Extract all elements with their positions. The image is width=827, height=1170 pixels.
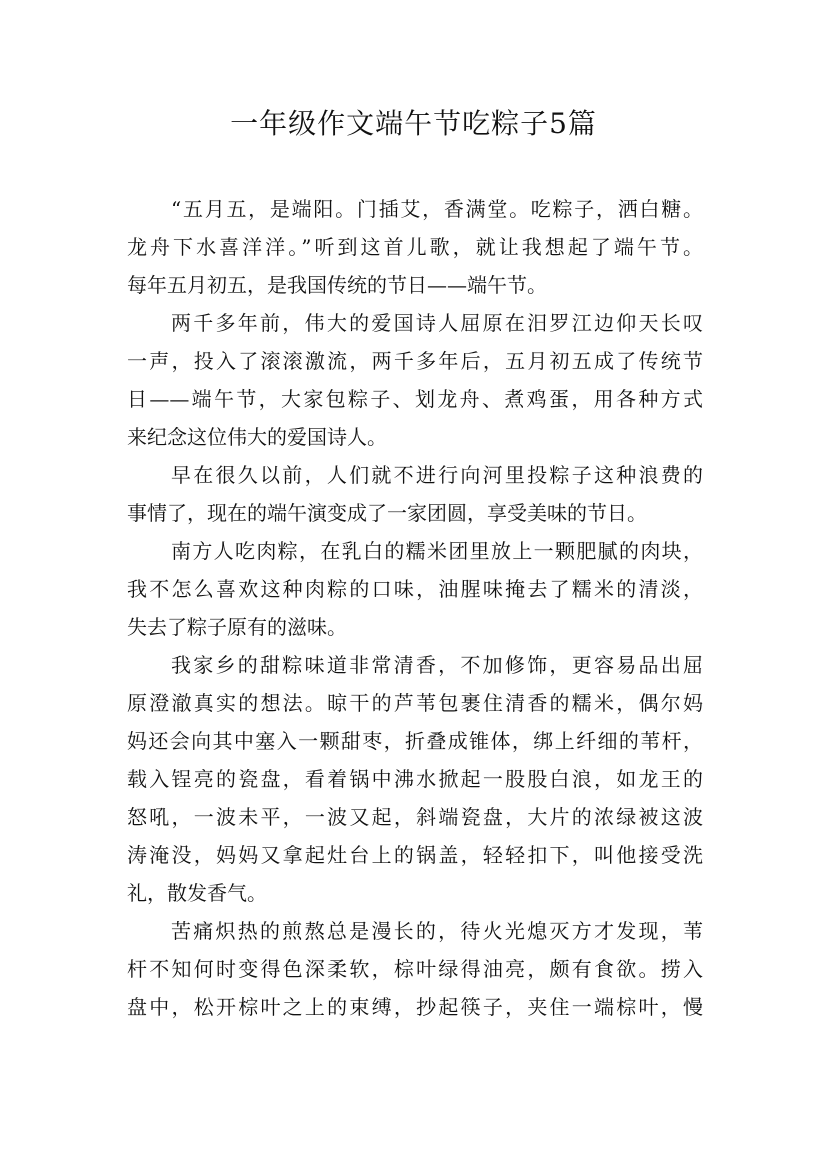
text-line: 一声，投入了滚滚激流，两千多年后，五月初五成了传统节 bbox=[127, 349, 703, 373]
text-line: 事情了，现在的端午演变成了一家团圆，享受美味的节日。 bbox=[127, 501, 647, 525]
text-line: “五月五，是端阳。门插艾，香满堂。吃粽子，洒白糖。 bbox=[171, 197, 703, 221]
document-body bbox=[127, 190, 703, 1026]
text-line: 怒吼，一波未平，一波又起，斜端瓷盘，大片的浓绿被这波 bbox=[127, 805, 703, 829]
text-line: 苦痛炽热的煎熬总是漫长的，待火光熄灭方才发现，苇 bbox=[171, 919, 703, 943]
text-line: 礼，散发香气。 bbox=[127, 881, 267, 905]
text-line: 两千多年前，伟大的爱国诗人屈原在汨罗江边仰天长叹 bbox=[171, 311, 703, 335]
text-line: 日——端午节，大家包粽子、划龙舟、煮鸡蛋，用各种方式 bbox=[127, 387, 703, 411]
text-line: 杆不知何时变得色深柔软，棕叶绿得油亮，颇有食欲。捞入 bbox=[127, 957, 703, 981]
text-line: 我家乡的甜粽味道非常清香，不加修饰，更容易品出屈 bbox=[171, 653, 703, 677]
text-line: 来纪念这位伟大的爱国诗人。 bbox=[127, 425, 387, 449]
text-line: 失去了粽子原有的滋味。 bbox=[127, 615, 347, 639]
text-line: 我不怎么喜欢这种肉粽的口味，油腥味掩去了糯米的清淡， bbox=[127, 577, 703, 601]
text-line: 妈还会向其中塞入一颗甜枣，折叠成锥体，绑上纤细的苇杆， bbox=[127, 729, 703, 753]
text-line: 龙舟下水喜洋洋。”听到这首儿歌，就让我想起了端午节。 bbox=[127, 235, 703, 259]
text-line: 每年五月初五，是我国传统的节日——端午节。 bbox=[127, 273, 547, 297]
text-line: 早在很久以前，人们就不进行向河里投粽子这种浪费的 bbox=[171, 463, 703, 487]
text-line: 涛淹没，妈妈又拿起灶台上的锅盖，轻轻扣下，叫他接受洗 bbox=[127, 843, 703, 867]
text-line: 盘中，松开棕叶之上的束缚，抄起筷子，夹住一端棕叶，慢 bbox=[127, 995, 703, 1019]
text-line: 原澄澈真实的想法。晾干的芦苇包裹住清香的糯米，偶尔妈 bbox=[127, 691, 703, 715]
document-title: 一年级作文端午节吃粽子5篇 bbox=[230, 107, 597, 140]
text-line: 南方人吃肉粽，在乳白的糯米团里放上一颗肥腻的肉块， bbox=[171, 539, 703, 563]
text-line: 载入锃亮的瓷盘，看着锅中沸水掀起一股股白浪，如龙王的 bbox=[127, 767, 703, 791]
